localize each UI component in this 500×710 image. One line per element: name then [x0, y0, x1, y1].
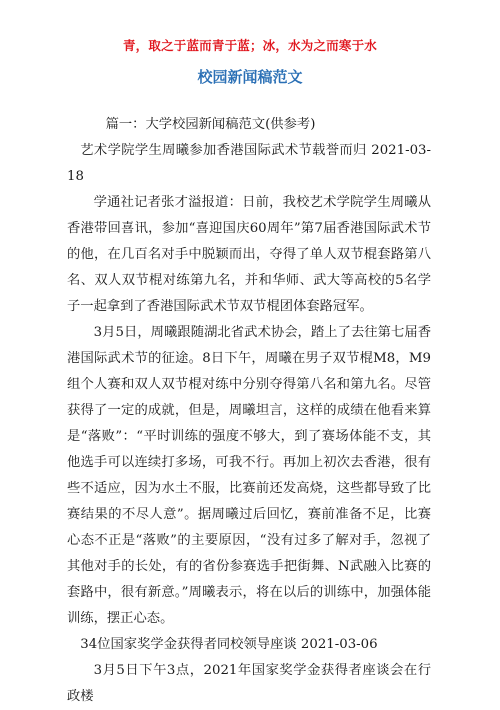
- paragraph: 3月5日，周曦跟随湖北省武术协会，踏上了去往第七届香港国际武术节的征途。8日下午，周曦在男子双节棍M8，M9组个人赛和双人双节棍对练中分别夺得第八名和第九名。尽管获得了一定的成就，但是，周曦坦言，这样的成绩在他看来算是“落败”：“平时训练的强度不够大，到了赛场体能不支，其他选手可以连续打多场，可我不行。再加上初次去香港，很有些不适应，因为水土不服，比赛前还发高烧，这些都导致了比赛结果的不尽人意”。据周曦过后回忆，赛前准备不足，比赛心态不正是“落败”的主要原因，“没有过多了解对手，忽视了其他对手的长处，有的省份参赛选手把街舞、N武融入比赛的套路中，很有新意。”周曦表示，将在以后的训练中，加强体能训练，摆正心态。: [67, 325, 431, 626]
- header-quote: 青，取之于蓝而青于蓝；冰，水为之而寒于水: [122, 38, 377, 53]
- article-title: 34位国家奖学金获得者同校领导座谈 2021-03-06: [80, 637, 378, 652]
- paragraph: 3月5日下午3点，2021年国家奖学金获得者座谈会在行政楼: [67, 663, 431, 704]
- document-title: 校园新闻稿范文: [197, 68, 303, 86]
- paragraph: 学通社记者张才溢报道：日前，我校艺术学院学生周曦从香港带回喜讯，参加“喜迎国庆60周年”第7届香港国际武术节的他，在几百名对手中脱颖而出，夺得了单人双节棍套路第八名、双人双节棍对练第九名，并和华师、武大等高校的5名学子一起拿到了香港国际武术节双节棍团体套路冠军。: [67, 195, 431, 314]
- article-title: 艺术学院学生周曦参加香港国际武术节载誉而归 2021-03-18: [67, 143, 431, 184]
- document-body: [67, 112, 431, 710]
- section-title: 篇一：大学校园新闻稿范文(供参考): [105, 117, 316, 132]
